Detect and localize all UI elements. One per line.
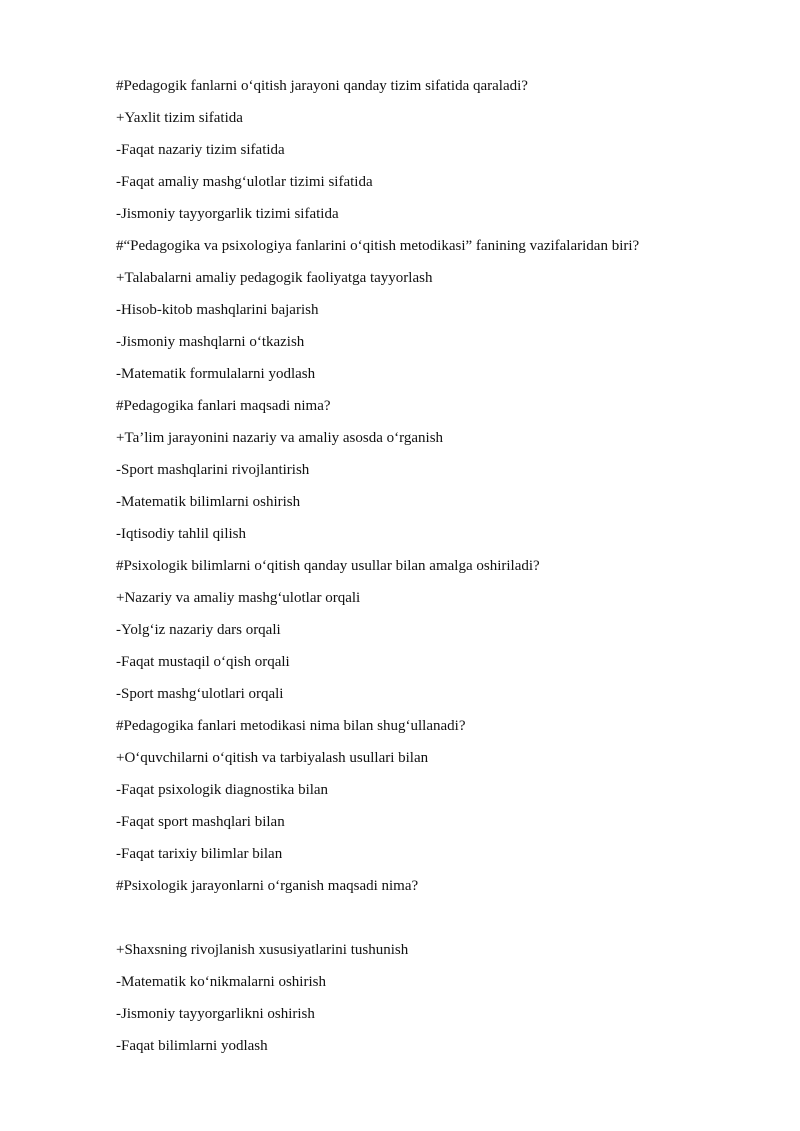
blank-line <box>116 906 756 938</box>
answer-option-correct: +O‘quvchilarni o‘qitish va tarbiyalash usullari bilan <box>116 750 429 766</box>
question-text: #Psixologik jarayonlarni o‘rganish maqsadi nima? <box>116 878 419 894</box>
answer-option: -Faqat nazariy tizim sifatida <box>116 142 285 158</box>
question-text: #Pedagogika fanlari maqsadi nima? <box>116 398 331 414</box>
answer-option: -Faqat amaliy mashg‘ulotlar tizimi sifatida <box>116 174 373 190</box>
question-text: #Pedagogika fanlari metodikasi nima bilan shug‘ullanadi? <box>116 718 466 734</box>
answer-option: -Sport mashg‘ulotlari orqali <box>116 686 284 702</box>
answer-option: -Hisob-kitob mashqlarini bajarish <box>116 302 319 318</box>
answer-option: -Faqat psixologik diagnostika bilan <box>116 782 329 798</box>
answer-option: -Matematik formulalarni yodlash <box>116 366 316 382</box>
question-text: #“Pedagogika va psixologiya fanlarini o‘qitish metodikasi” fanining vazifalaridan biri? <box>116 238 640 254</box>
answer-option: -Faqat mustaqil o‘qish orqali <box>116 654 290 670</box>
question-text: #Psixologik bilimlarni o‘qitish qanday usullar bilan amalga oshiriladi? <box>116 558 540 574</box>
answer-option: -Jismoniy tayyorgarlikni oshirish <box>116 1006 315 1022</box>
answer-option: -Jismoniy mashqlarni o‘tkazish <box>116 334 305 350</box>
answer-option: -Faqat sport mashqlari bilan <box>116 814 285 830</box>
question-list <box>116 74 756 1066</box>
answer-option-correct: +Yaxlit tizim sifatida <box>116 110 243 126</box>
answer-option-correct: +Ta’lim jarayonini nazariy va amaliy asosda o‘rganish <box>116 430 444 446</box>
answer-option-correct: +Nazariy va amaliy mashg‘ulotlar orqali <box>116 590 361 606</box>
answer-option: -Matematik bilimlarni oshirish <box>116 494 301 510</box>
answer-option: -Jismoniy tayyorgarlik tizimi sifatida <box>116 206 339 222</box>
answer-option: -Yolg‘iz nazariy dars orqali <box>116 622 281 638</box>
answer-option: -Faqat bilimlarni yodlash <box>116 1038 268 1054</box>
answer-option-correct: +Talabalarni amaliy pedagogik faoliyatga tayyorlash <box>116 270 433 286</box>
answer-option: -Sport mashqlarini rivojlantirish <box>116 462 310 478</box>
answer-option: -Matematik ko‘nikmalarni oshirish <box>116 974 326 990</box>
question-text: #Pedagogik fanlarni o‘qitish jarayoni qanday tizim sifatida qaraladi? <box>116 78 528 94</box>
answer-option: -Iqtisodiy tahlil qilish <box>116 526 246 542</box>
answer-option: -Faqat tarixiy bilimlar bilan <box>116 846 283 862</box>
answer-option-correct: +Shaxsning rivojlanish xususiyatlarini tushunish <box>116 942 409 958</box>
